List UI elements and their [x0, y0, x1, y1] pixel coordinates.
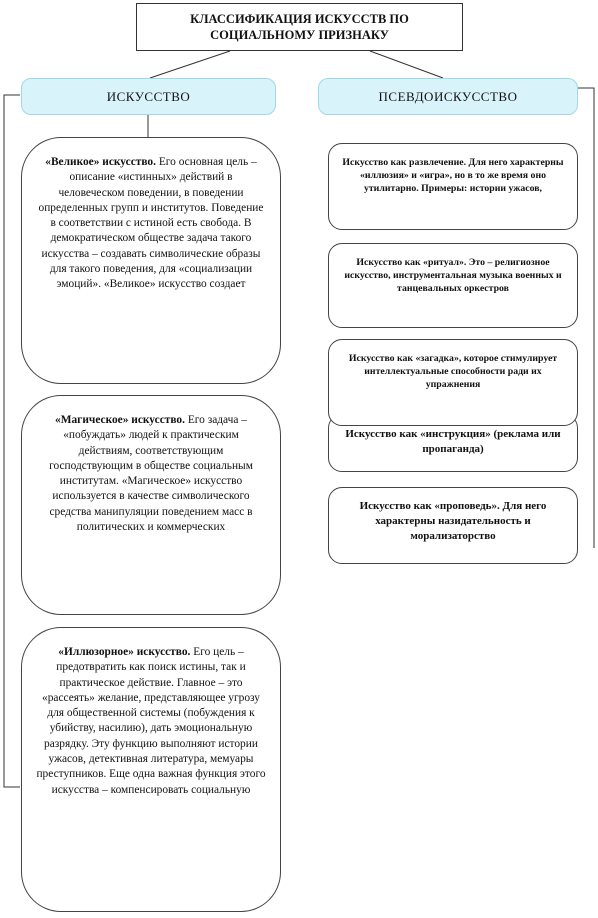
- box-riddle: [328, 339, 578, 426]
- box-great-art-lead: «Великое» искусство.: [45, 156, 156, 168]
- box-ritual-text: Искусство как «ритуал». Это – религиозное искусство, инструментальная музыка военных и танцевальных оркестров: [344, 257, 562, 294]
- header-pseudo-art: ПСЕВДОИСКУССТВО: [318, 78, 578, 115]
- header-art: ИСКУССТВО: [21, 78, 276, 115]
- diagram-title: КЛАССИФИКАЦИЯ ИСКУССТВ ПО СОЦИАЛЬНОМУ ПРИЗНАКУ: [136, 3, 463, 51]
- box-magic-art-text: Его задача – «побуждать» людей к практическим действиям, соответствующим господствующим в обществе социальным институтам. «Магическое» искусство используется в качестве символического средства манипуляции поведением масс в политических и коммерческих: [49, 414, 253, 534]
- box-great-art-text: Его основная цель – описание «истинных» действий в человеческом поведении, в поведении определенных групп и институтов. Поведение в соответствии с истиной есть свобода. В демократическом обществе задача такого искусства – создавать символические образы для такого поведения, для «социализации эмоций». «Великое» искусство создает: [38, 156, 264, 291]
- connector-title-left: [150, 51, 230, 78]
- box-sermon-text: Искусство как «проповедь». Для него характерны назидательность и морализаторство: [359, 500, 547, 542]
- box-illusory-art-lead: «Иллюзорное» искусство.: [58, 646, 191, 658]
- left-bracket: [4, 95, 20, 787]
- box-illusory-art-text: Его цель –предотвратить как поиск истины, так и практическое действие. Главное – это «рассеять» желание, представляющее угрозу для общественной системы (побуждения к убийству, насилию), дать эмоциональную разрядку. Эту функцию выполняют истории ужасов, детективная литература, мемуары преступников. Еще одна важная функция этого искусства – компенсировать социальную: [36, 646, 266, 796]
- box-magic-art-lead: «Магическое» искусство.: [55, 414, 185, 426]
- right-bracket: [578, 88, 594, 548]
- box-great-art: [21, 137, 281, 384]
- box-riddle-text: Искусство как «загадка», которое стимулирует интеллектуальные способности ради их упражнения: [348, 353, 558, 390]
- box-ritual: [328, 243, 578, 328]
- connector-title-right: [370, 51, 443, 78]
- box-illusory-art: [21, 627, 281, 912]
- box-entertainment: [328, 143, 578, 230]
- box-sermon: [328, 487, 578, 564]
- box-entertainment-text: Искусство как развлечение. Для него характерны «иллюзия» и «игра», но в то же время оно утилитарно. Примеры: истории ужасов,: [342, 157, 564, 194]
- box-magic-art: [21, 395, 281, 615]
- box-instruction-text: Искусство как «инструкция» (реклама или пропаганда): [345, 428, 561, 455]
